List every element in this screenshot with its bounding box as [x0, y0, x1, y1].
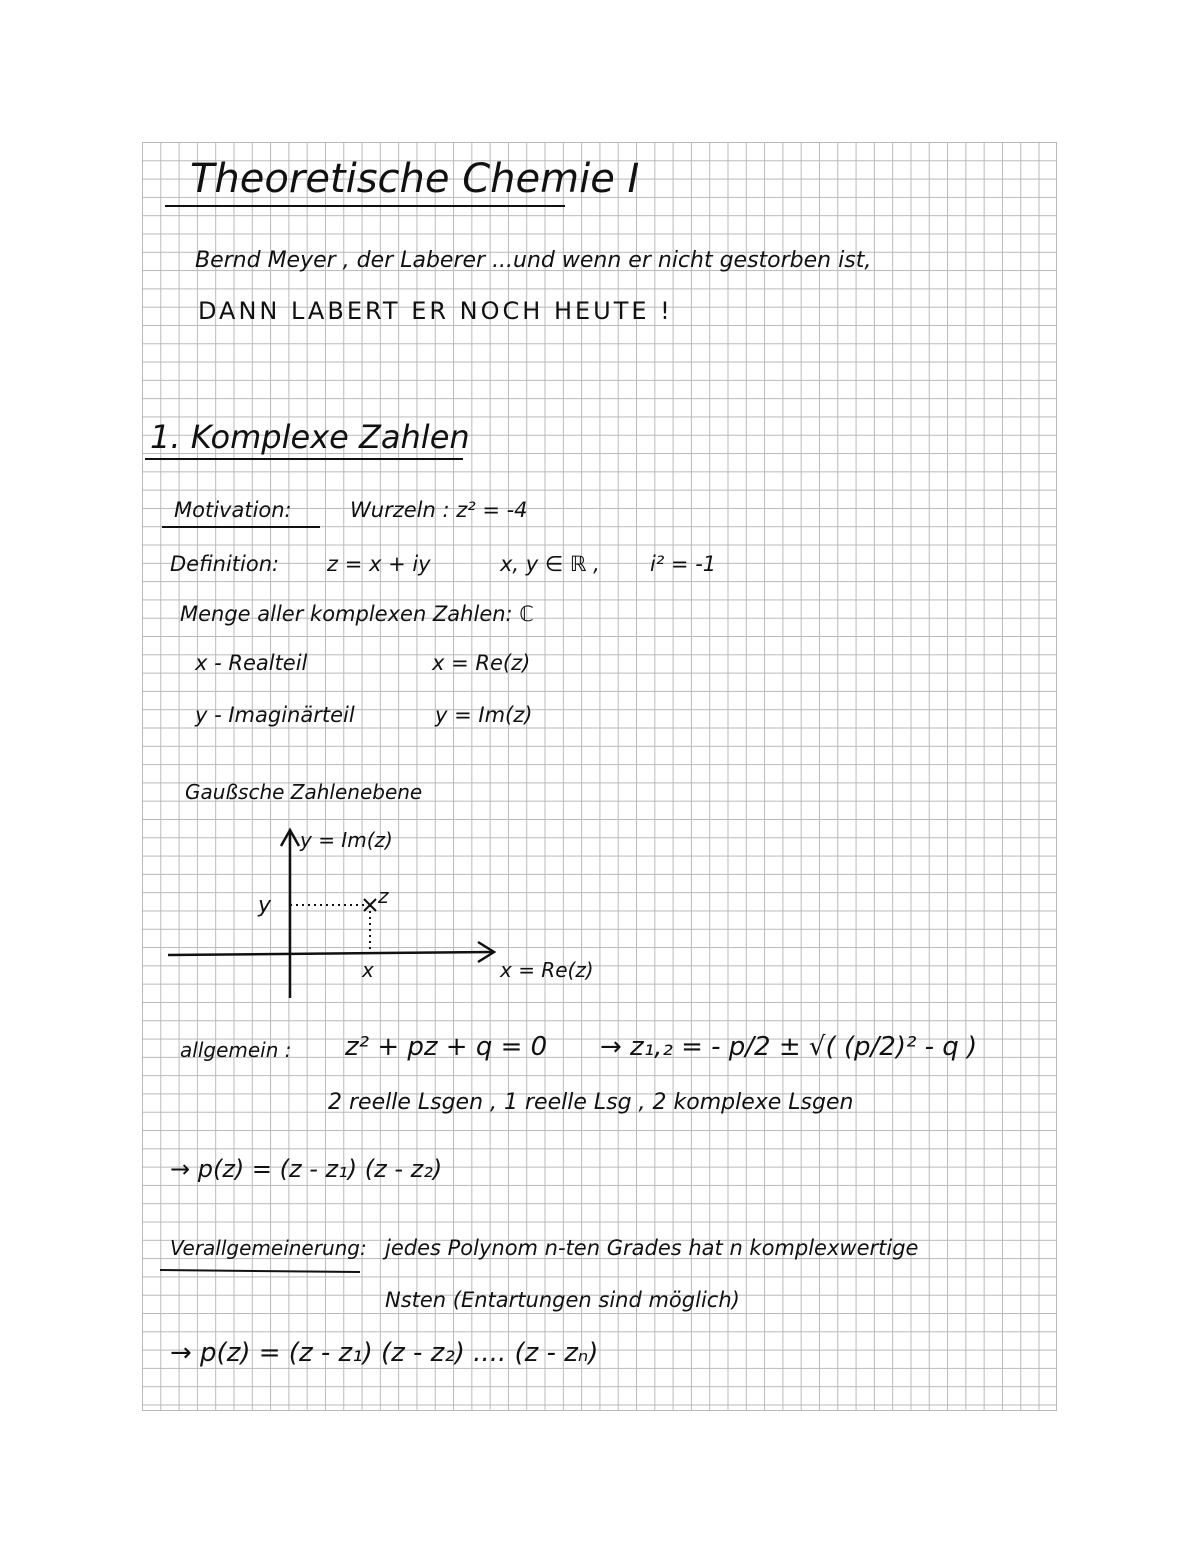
quadratic-equation: z² + pz + q = 0: [345, 1032, 548, 1062]
motivation-text: Wurzeln : z² = -4: [350, 498, 528, 522]
imag-part-label: y - Imaginärteil: [195, 703, 355, 727]
imag-part-equation: y = Im(z): [435, 703, 533, 727]
intro-line-2: DANN LABERT ER NOCH HEUTE !: [198, 297, 673, 325]
general-label: allgemein :: [180, 1038, 292, 1062]
generalization-text-1: jedes Polynom n-ten Grades hat n komplexwertige: [385, 1236, 919, 1260]
section-heading: 1. Komplexe Zahlen: [150, 418, 470, 456]
definition-set: x, y ∈ ℝ ,: [500, 552, 600, 576]
quadratic-factorization: → p(z) = (z - z₁) (z - z₂): [170, 1155, 443, 1183]
verallgemeinerung-underline: [160, 1270, 360, 1272]
intro-line-1: Bernd Meyer , der Laberer ...und wenn er nicht gestorben ist,: [195, 248, 872, 273]
definition-i: i² = -1: [650, 552, 717, 576]
gauss-plane-heading: Gaußsche Zahlenebene: [185, 780, 423, 804]
x-axis-line: [168, 952, 492, 955]
point-y-label: y: [258, 893, 272, 918]
motivation-label: Motivation:: [174, 498, 292, 522]
polynomial-factorization: → p(z) = (z - z₁) (z - z₂) .... (z - zₙ): [170, 1338, 599, 1368]
real-part-label: x - Realteil: [195, 651, 308, 675]
real-part-equation: x = Re(z): [432, 651, 531, 675]
point-z-label: z: [378, 884, 389, 908]
y-axis-label: y = Im(z): [300, 828, 393, 852]
definition-equation: z = x + iy: [327, 552, 431, 576]
solution-types: 2 reelle Lsgen , 1 reelle Lsg , 2 komplexe Lsgen: [328, 1090, 854, 1115]
page-title: Theoretische Chemie I: [190, 156, 640, 202]
complex-set-line: Menge aller komplexen Zahlen: ℂ: [180, 602, 534, 626]
definition-label: Definition:: [170, 552, 280, 576]
point-x-label: x: [362, 958, 374, 982]
generalization-text-2: Nsten (Entartungen sind möglich): [385, 1288, 740, 1312]
x-axis-label: x = Re(z): [500, 958, 594, 982]
generalization-label: Verallgemeinerung:: [170, 1236, 367, 1260]
quadratic-solution: → z₁,₂ = - p/2 ± √( (p/2)² - q ): [600, 1032, 978, 1062]
